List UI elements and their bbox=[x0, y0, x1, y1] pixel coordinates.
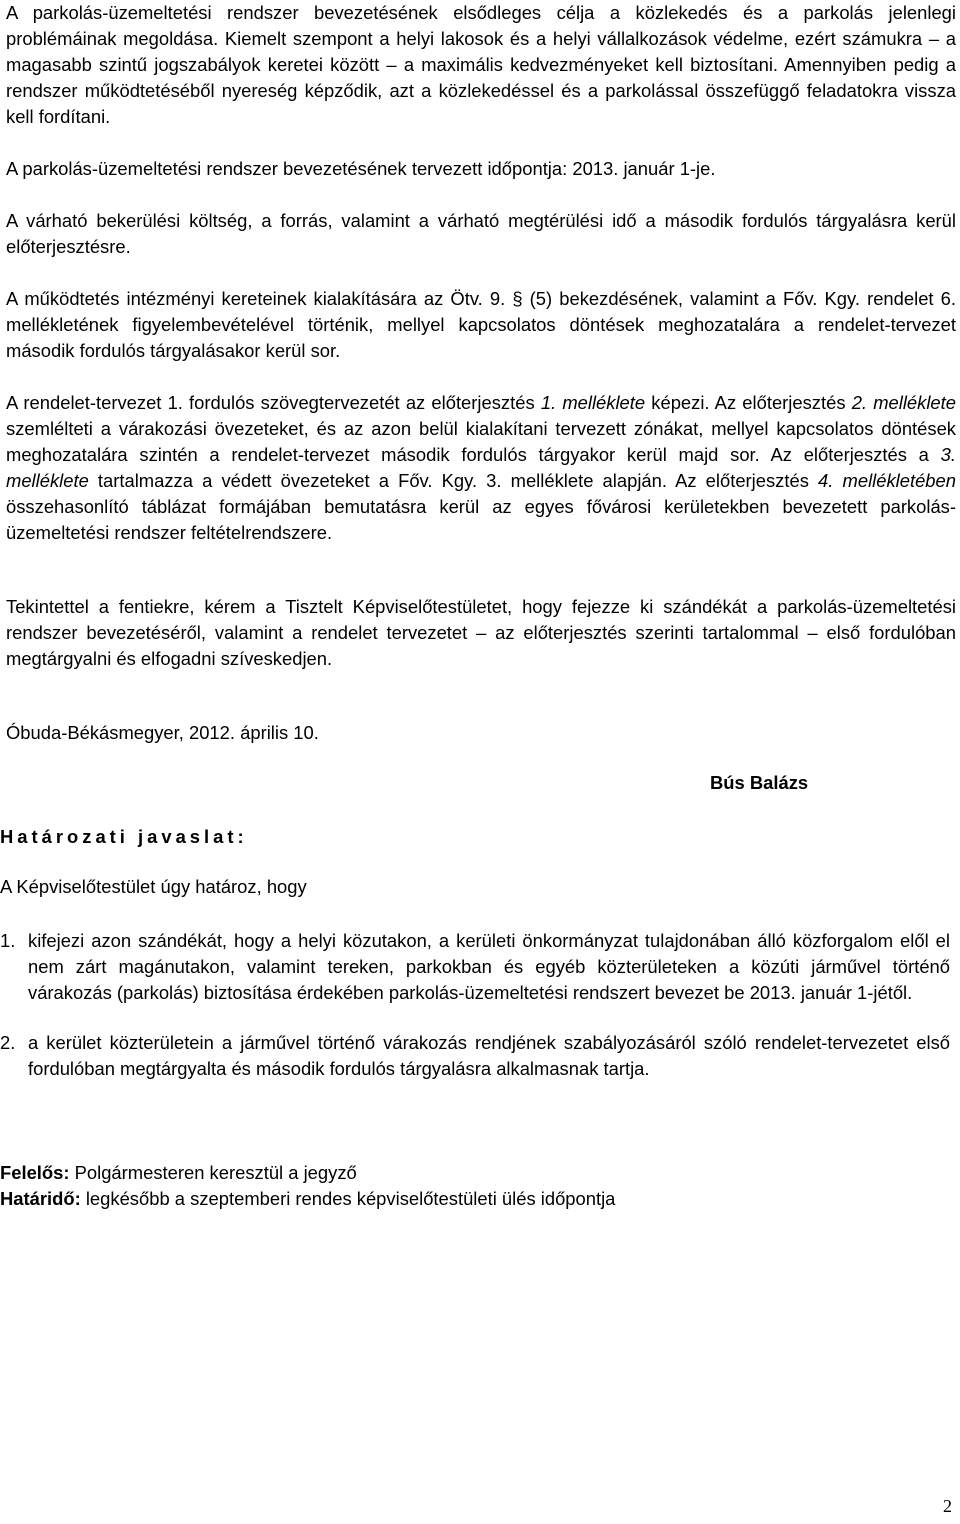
resolution-item-text: a kerület közterületein a járművel történő várakozás rendjének szabályozásáról szóló rendelet-tervezetet első fordulóban megtárgyalta és második fordulós tárgyalásra alkalmasnak tartja. bbox=[28, 1032, 950, 1079]
responsible-line bbox=[0, 1160, 615, 1186]
resolution-item-number: 1. bbox=[0, 930, 16, 951]
document-page bbox=[6, 0, 956, 746]
resolution-intro: A Képviselőtestület úgy határoz, hogy bbox=[0, 876, 307, 897]
paragraph-planned-date: A parkolás-üzemeltetési rendszer bevezetésének tervezett időpontja: 2013. január 1-je. bbox=[6, 158, 716, 179]
resolution-meta bbox=[0, 1160, 615, 1212]
paragraph-request: Tekintettel a fentiekre, kérem a Tisztelt Képviselőtestületet, hogy fejezze ki szándékát a parkolás-üzemeltetési rendszer bevezetéséről, valamint a rendelet tervezetet – az előterjesztés szerinti tartalommal – első fordulóban megtárgyalni és elfogadni szíveskedjen. bbox=[6, 596, 956, 669]
resolution-item-text: kifejezi azon szándékát, hogy a helyi közutakon, a kerületi önkormányzat tulajdonában álló közforgalom elől el nem zárt magánutakon, valamint tereken, parkokban és egyéb közterületeken a közúti járművel történő várakozás (parkolás) biztosítása érdekében parkolás-üzemeltetési rendszert bevezet be 2013. január 1-jétől. bbox=[28, 930, 950, 1003]
paragraph-costs: A várható bekerülési költség, a forrás, valamint a várható megtérülési idő a második fordulós tárgyalásra kerül előterjesztésre. bbox=[6, 210, 956, 257]
paragraph-annexes: A rendelet-tervezet 1. fordulós szövegtervezetét az előterjesztés 1. melléklete képezi. Az előterjesztés 2. melléklete szemlélteti a várakozási övezeteket, és az azon belül kialakítani tervezett zónákat, mellyel kapcsolatos döntések meghozatalára szintén a rendelet-tervezet második fordulós tárgyakor kerül majd sor. Az előterjesztés a 3. melléklete tartalmazza a védett övezeteket a Főv. Kgy. 3. melléklete alapján. Az előterjesztés 4. mellékletében összehasonlító táblázat formájában bemutatásra kerül az egyes fővárosi kerületekben bevezetett parkolás-üzemeltetési rendszer feltételrendszere. bbox=[6, 392, 956, 543]
deadline-value: legkésőbb a szeptemberi rendes képviselőtestületi ülés időpontja bbox=[80, 1188, 616, 1209]
responsible-value: Polgármesteren keresztül a jegyző bbox=[69, 1162, 357, 1183]
resolution-heading: Határozati javaslat: bbox=[0, 826, 248, 847]
paragraph-goal: A parkolás-üzemeltetési rendszer bevezetésének elsődleges célja a közlekedés és a parkolás jelenlegi problémáinak megoldása. Kiemelt szempont a helyi lakosok és a helyi vállalkozások védelme, ezért számukra – a magasabb szintű jogszabályok keretei között – a maximális kedvezményeket kell biztosítani. Amennyiben pedig a rendszer működtetéséből nyereség képződik, azt a közlekedéssel és a parkolással összefüggő feladatokra vissza kell fordítani. bbox=[6, 2, 956, 127]
place-and-date: Óbuda-Békásmegyer, 2012. április 10. bbox=[6, 722, 319, 743]
deadline-line bbox=[0, 1186, 615, 1212]
deadline-label: Határidő: bbox=[0, 1188, 81, 1209]
page-number: 2 bbox=[943, 1496, 952, 1516]
signatory-name: Bús Balázs bbox=[710, 772, 809, 793]
resolution-list bbox=[0, 928, 950, 1082]
resolution-item-number: 2. bbox=[0, 1032, 16, 1053]
resolution-item bbox=[0, 928, 950, 1006]
resolution-item bbox=[0, 1030, 950, 1082]
paragraph-institutional-framework: A működtetés intézményi kereteinek kialakítására az Ötv. 9. § (5) bekezdésének, valamint a Főv. Kgy. rendelet 6. mellékletének figyelembevételével történik, mellyel kapcsolatos döntések meghozatalára a rendelet-tervezet második fordulós tárgyalásakor kerül sor. bbox=[6, 288, 956, 361]
responsible-label: Felelős: bbox=[0, 1162, 70, 1183]
